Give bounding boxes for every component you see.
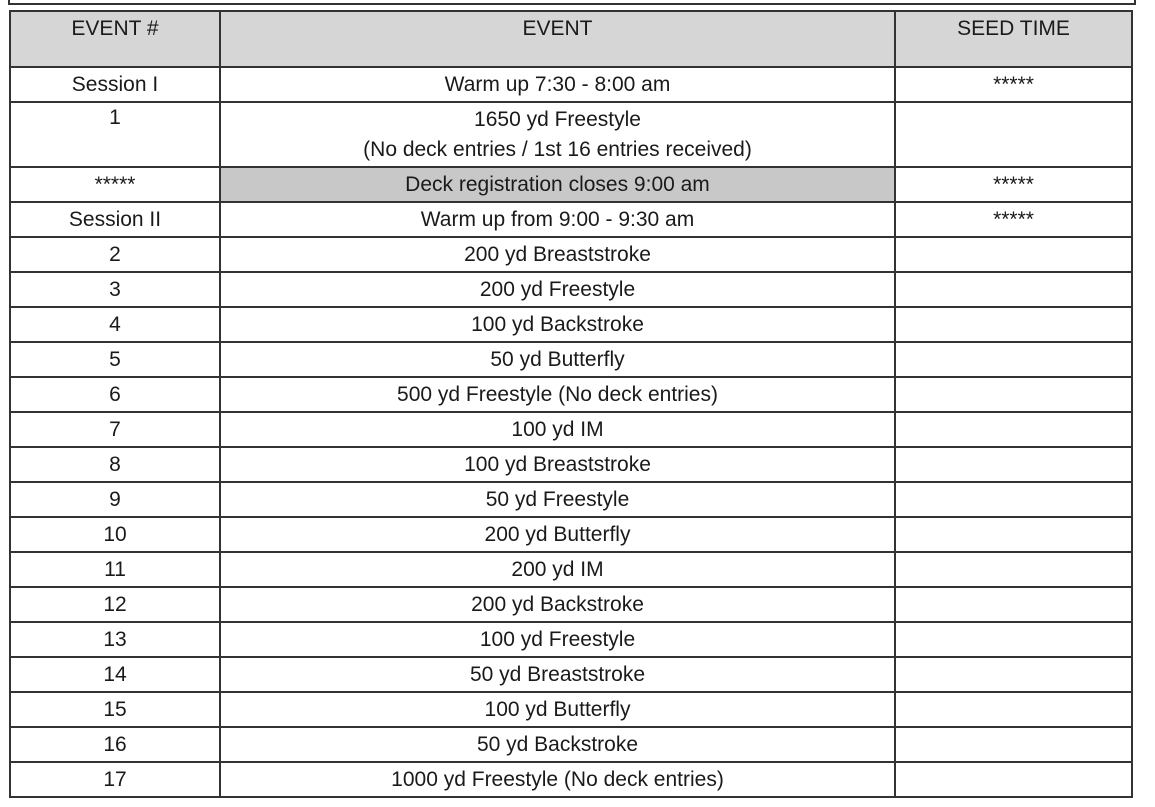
seed-time-cell — [895, 727, 1132, 762]
table-row — [10, 552, 1132, 587]
table-row — [10, 412, 1132, 447]
event-number-cell: 7 — [10, 412, 220, 447]
event-cell: 1000 yd Freestyle (No deck entries) — [220, 762, 895, 797]
table-row — [10, 377, 1132, 412]
seed-time-cell — [895, 342, 1132, 377]
event-cell: 100 yd Backstroke — [220, 307, 895, 342]
event-number-cell: 17 — [10, 762, 220, 797]
event-number-cell: 11 — [10, 552, 220, 587]
seed-time-cell — [895, 657, 1132, 692]
event-cell: 500 yd Freestyle (No deck entries) — [220, 377, 895, 412]
event-cell: 50 yd Backstroke — [220, 727, 895, 762]
table-header-row — [10, 11, 1132, 67]
top-frame-border — [8, 0, 1136, 5]
event-number-cell: 12 — [10, 587, 220, 622]
table-row — [10, 762, 1132, 797]
event-number-cell: 14 — [10, 657, 220, 692]
event-number-cell: 4 — [10, 307, 220, 342]
table-row-session-2 — [10, 202, 1132, 237]
seed-time-cell: ***** — [895, 167, 1132, 202]
table-row — [10, 622, 1132, 657]
event-cell: 200 yd Butterfly — [220, 517, 895, 552]
table-row — [10, 237, 1132, 272]
header-event: EVENT — [220, 11, 895, 67]
event-cell: 200 yd Breaststroke — [220, 237, 895, 272]
event-cell: Warm up from 9:00 - 9:30 am — [220, 202, 895, 237]
table-row — [10, 727, 1132, 762]
table-row — [10, 482, 1132, 517]
seed-time-cell — [895, 307, 1132, 342]
event-schedule-table — [9, 10, 1133, 798]
event-cell: 100 yd Freestyle — [220, 622, 895, 657]
seed-time-cell — [895, 237, 1132, 272]
table-row — [10, 692, 1132, 727]
event-cell: 100 yd Butterfly — [220, 692, 895, 727]
event-cell: Deck registration closes 9:00 am — [220, 167, 895, 202]
table-row-session-1 — [10, 67, 1132, 102]
table-row — [10, 342, 1132, 377]
event-number-cell: 15 — [10, 692, 220, 727]
header-seed-time: SEED TIME — [895, 11, 1132, 67]
event-number-cell: Session I — [10, 67, 220, 102]
event-line-2: (No deck entries / 1st 16 entries received) — [363, 137, 752, 161]
event-cell: 200 yd Backstroke — [220, 587, 895, 622]
seed-time-cell: ***** — [895, 202, 1132, 237]
event-cell — [220, 102, 895, 167]
table-row — [10, 447, 1132, 482]
seed-time-cell — [895, 517, 1132, 552]
event-cell: 200 yd IM — [220, 552, 895, 587]
table-row — [10, 587, 1132, 622]
event-number-cell: 1 — [10, 102, 220, 167]
seed-time-cell — [895, 622, 1132, 657]
table-row-deck-registration — [10, 167, 1132, 202]
event-number-cell: 2 — [10, 237, 220, 272]
event-number-cell: 3 — [10, 272, 220, 307]
seed-time-cell — [895, 692, 1132, 727]
seed-time-cell — [895, 377, 1132, 412]
event-cell: 200 yd Freestyle — [220, 272, 895, 307]
table-row — [10, 307, 1132, 342]
table-row — [10, 517, 1132, 552]
header-event-number: EVENT # — [10, 11, 220, 67]
seed-time-cell: ***** — [895, 67, 1132, 102]
event-number-cell: Session II — [10, 202, 220, 237]
event-cell: 100 yd IM — [220, 412, 895, 447]
seed-time-cell — [895, 102, 1132, 167]
event-number-cell: 13 — [10, 622, 220, 657]
seed-time-cell — [895, 447, 1132, 482]
seed-time-cell — [895, 482, 1132, 517]
event-number-cell: 5 — [10, 342, 220, 377]
seed-time-cell — [895, 762, 1132, 797]
event-number-cell: 16 — [10, 727, 220, 762]
event-cell: Warm up 7:30 - 8:00 am — [220, 67, 895, 102]
table-row — [10, 272, 1132, 307]
event-number-cell: 8 — [10, 447, 220, 482]
table-row — [10, 657, 1132, 692]
event-number-cell: 6 — [10, 377, 220, 412]
table-row-event-1 — [10, 102, 1132, 167]
event-cell: 50 yd Butterfly — [220, 342, 895, 377]
seed-time-cell — [895, 587, 1132, 622]
event-cell: 50 yd Breaststroke — [220, 657, 895, 692]
event-number-cell: 9 — [10, 482, 220, 517]
event-cell: 50 yd Freestyle — [220, 482, 895, 517]
event-number-cell: ***** — [10, 167, 220, 202]
event-cell: 100 yd Breaststroke — [220, 447, 895, 482]
seed-time-cell — [895, 412, 1132, 447]
event-line-1: 1650 yd Freestyle — [474, 107, 641, 131]
seed-time-cell — [895, 272, 1132, 307]
event-number-cell: 10 — [10, 517, 220, 552]
seed-time-cell — [895, 552, 1132, 587]
